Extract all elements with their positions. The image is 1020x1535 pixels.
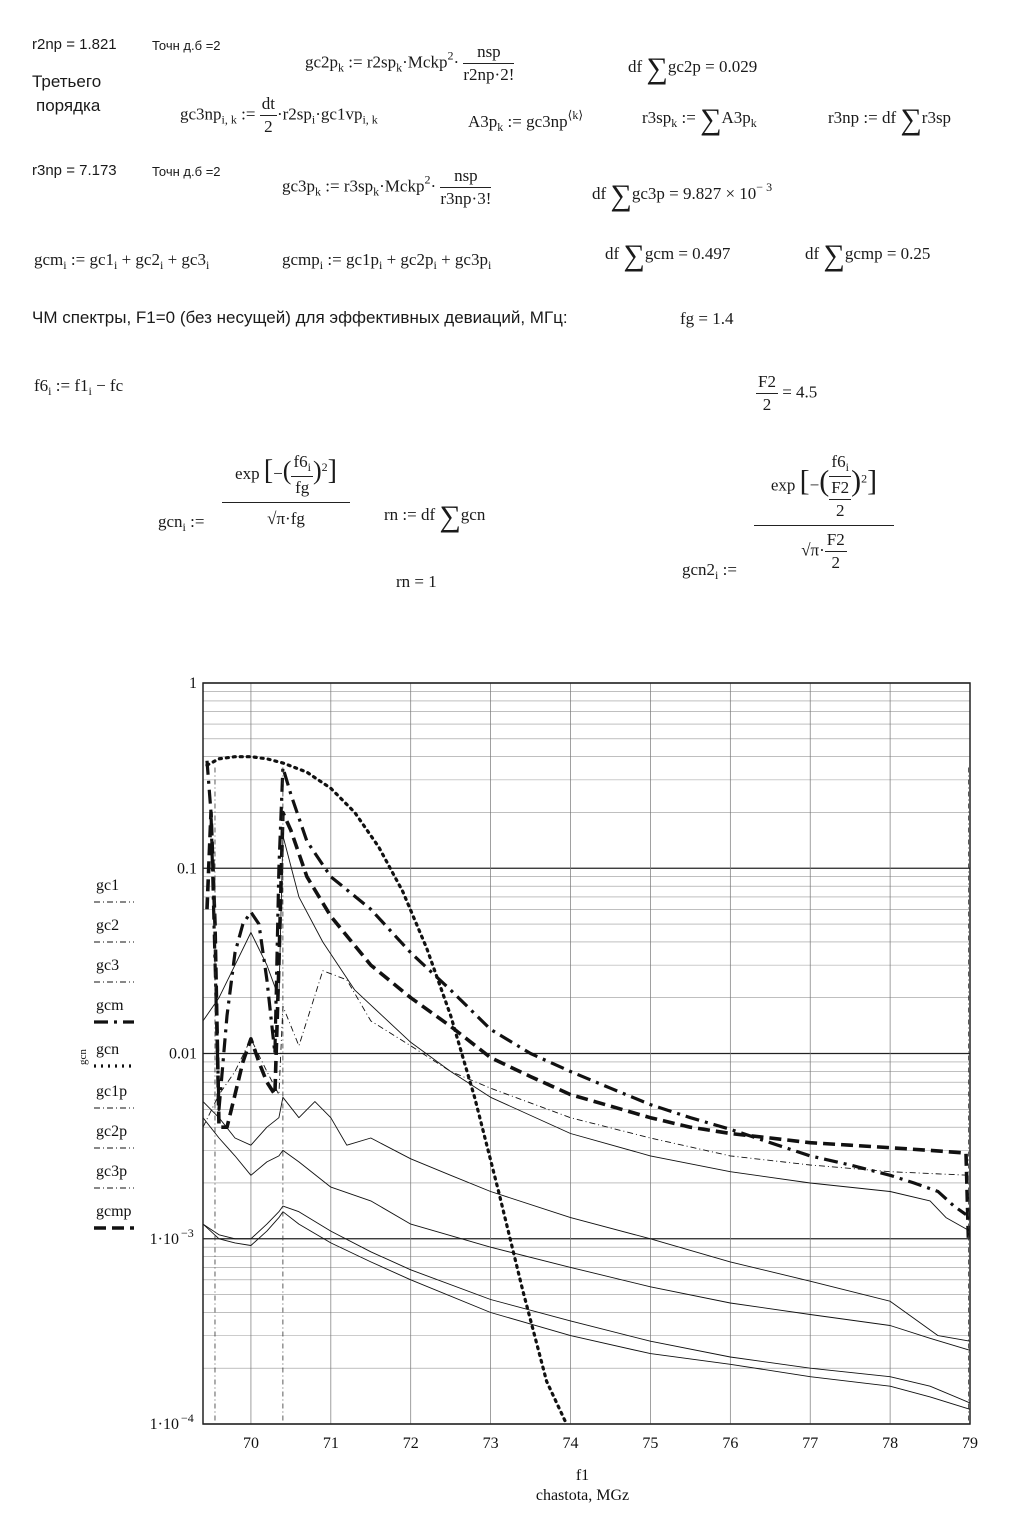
y-tick-label: 0.01: [169, 1045, 197, 1063]
y-axis-ticks: [150, 675, 197, 1433]
a3p-rhs: gc3np: [526, 112, 568, 131]
legend-label-gc3p: gc3p: [96, 1163, 128, 1180]
gc3np-rhs2: ·gc1vp: [315, 104, 363, 124]
y-tick-exponent: −3: [181, 1225, 194, 1240]
f6-tail: − fc: [96, 376, 124, 395]
gcn-den: √π·fg: [267, 509, 305, 528]
gc2p-lhs: gc2p: [305, 52, 339, 72]
gcn-lhs: gcn: [158, 512, 183, 531]
legend-label-gc3: gc3: [96, 957, 120, 974]
y-tick-label: 1·10: [149, 1416, 179, 1433]
gc2p-num: nsp: [463, 42, 514, 64]
gc3np-definition: $gc3np_{i, k}$ := $\frac{dt}{2}$ $\cdot r2sp_i\cdot gc1vp_{i, k}$: [180, 94, 378, 136]
gc2p-definition: $gc2p_k$ := $r2sp_k\cdot Mckp^2\cdot$ $\frac{\text{nsp}}{r2np\cdot 2!}$: [305, 42, 515, 84]
f2-den: 2: [762, 395, 772, 414]
series-line-gc3p: [203, 1212, 970, 1410]
x-axis-ticks: [243, 1435, 978, 1452]
gcn2-lhs-wrap: $gcn2_i$ :=: [682, 560, 737, 582]
rn-definition: rn := df ∑gcn: [384, 500, 486, 533]
gcn2-F2: F2: [829, 478, 851, 500]
f2-num: F2: [756, 372, 778, 394]
gcn-exp: exp: [235, 463, 260, 483]
gcn2-2: 2: [835, 501, 845, 520]
legend: [94, 877, 134, 1228]
x-axis-label: f1: [575, 1467, 590, 1484]
x-tick-label: 76: [722, 1435, 739, 1452]
x-tick-label: 73: [482, 1435, 499, 1452]
major-grid: [203, 683, 970, 1424]
x-tick-label: 70: [242, 1435, 259, 1452]
gc3np-den: 2: [264, 117, 273, 136]
gcn-f6: f6: [293, 452, 308, 471]
accuracy-note-1: Точн д.б =2: [152, 38, 221, 53]
f6-definition: $f6_i$ := $f1_i$ − fc: [34, 376, 124, 398]
gcmp-lhs: gcmp: [282, 250, 320, 269]
r3np-def: r3np := df: [828, 108, 897, 127]
series-line-gc2p: [203, 1206, 970, 1403]
sum-gc3p: df $\sum gc3p = 9.827 \times 10^{- 3}$: [592, 179, 773, 212]
legend-label-gc2: gc2: [96, 917, 120, 934]
gcn-lhs-wrap: gcn$_i$ :=: [158, 512, 205, 534]
r3sp-definition: $r3sp_k$ := $\sum A3p_k$: [642, 103, 757, 136]
x-tick-label: 78: [882, 1435, 899, 1452]
gcn-fraction: exp [−( $\frac{f6_i}{fg}$ )$^2$] √π·fg: [222, 452, 350, 529]
legend-label-gcn: gcn: [96, 1041, 120, 1058]
sum-gcmp: df ∑gcmp = 0.25: [805, 239, 931, 272]
x-tick-label: 71: [322, 1435, 339, 1452]
r3sp-rhs: A3p: [721, 108, 751, 127]
r3np-result: r3np = 7.173: [32, 162, 117, 179]
plot-frame: [203, 683, 970, 1424]
x-tick-label: 77: [802, 1435, 819, 1452]
y-axis-label: gcn: [77, 1049, 89, 1065]
gc2p-rhs: r2sp: [366, 52, 397, 72]
gc2p-den: r2np·2!: [463, 65, 515, 84]
sum-gc3p-value: gc3p = 9.827 × 10: [631, 184, 757, 203]
gc3p-den: r3np·3!: [440, 189, 492, 208]
f2-half-result: [756, 372, 817, 415]
fg-value: fg = 1.4: [680, 309, 734, 328]
legend-label-gc2p: gc2p: [96, 1123, 128, 1140]
rn-sum: gcn: [460, 505, 486, 524]
gcn2-exp: exp: [770, 475, 796, 495]
gcn2-den: √π·: [801, 540, 825, 560]
x-tick-label: 74: [562, 1435, 579, 1452]
gc3p-definition: $gc3p_k$ := $r3sp_k\cdot Mckp^2\cdot$ $\frac{\text{nsp}}{r3np\cdot 3!}$: [282, 166, 492, 208]
a3p-lhs: A3p: [468, 112, 498, 131]
gcmp-definition: gcmp$_i$ := $gc1p_i + gc2p_i + gc3p_i$: [282, 250, 492, 272]
legend-label-gc1p: gc1p: [96, 1083, 128, 1100]
third-order-label-1: Третьего: [32, 72, 102, 91]
x-tick-label: 72: [402, 1435, 419, 1452]
sum-gcmp-value: gcmp = 0.25: [844, 244, 931, 263]
series-layer: [203, 757, 970, 1424]
series-line-gc2: [203, 971, 970, 1176]
sum-gc2p: df ∑gc2p = 0.029: [628, 52, 758, 85]
gc3p-num: nsp: [440, 166, 491, 188]
x-tick-label: 75: [642, 1435, 659, 1452]
sum-gcm-value: gcm = 0.497: [644, 244, 731, 263]
series-line-gc1p: [203, 1118, 970, 1351]
a3p-definition: $A3p_k$ := $gc3np^{⟨k⟩}$: [468, 108, 584, 134]
sum-gc3p-exp: − 3: [756, 180, 773, 194]
r3np-definition: r3np := df ∑r3sp: [828, 103, 952, 136]
minor-grid: [203, 691, 970, 1368]
f6-lhs: f6: [34, 376, 49, 395]
series-line-gcm: [207, 761, 966, 1215]
series-line-gcn: [207, 757, 567, 1424]
y-tick-label: 1·10: [149, 1230, 179, 1248]
gcn-fg: fg: [295, 478, 310, 497]
y-tick-label: 1: [189, 675, 197, 692]
gcn2-den-den: 2: [831, 553, 841, 572]
y-tick-label: 0.1: [177, 860, 197, 878]
legend-label-gc1: gc1: [96, 877, 120, 894]
legend-label-gcmp: gcmp: [96, 1203, 132, 1220]
x-tick-label: 79: [962, 1435, 978, 1452]
gcn2-den-num: F2: [825, 530, 847, 552]
accuracy-note-2: Точн д.б =2: [152, 164, 221, 179]
r3np-sum: r3sp: [921, 108, 952, 127]
gcn2-fraction: exp [−( $\frac{f6_i}{\frac{F2}{2}}$ )$^2$] √π· $\frac{F2}{2}$: [754, 452, 894, 573]
third-order-label-2: порядка: [36, 96, 101, 115]
gc3np-num: dt: [260, 94, 277, 116]
gcm-lhs: gcm: [34, 250, 64, 269]
gcmp-rhs: gc1p: [345, 250, 379, 269]
gcn2-f6: f6: [831, 452, 846, 471]
rn-def: rn := df: [384, 505, 436, 524]
series-line-gc1: [203, 836, 970, 1232]
series-line-gcmp: [207, 813, 968, 1239]
gc3np-lhs: gc3np: [180, 104, 222, 124]
axis-labels: [77, 1049, 629, 1504]
gcm-rhs: gc1: [89, 250, 114, 269]
y-tick-exponent: −4: [181, 1411, 194, 1425]
sum-gc2p-value: gc2p = 0.029: [667, 57, 758, 76]
gcm-definition: gcm$_i$ := $gc1_i + gc2_i + gc3_i$: [34, 250, 210, 272]
f6-rhs: f1: [74, 376, 89, 395]
gcn2-lhs: gcn2: [682, 560, 716, 579]
r3sp-lhs: r3sp: [642, 108, 672, 127]
r2np-result: r2np = 1.821: [32, 36, 117, 53]
gc3np-rhs: ·r2sp: [276, 104, 312, 124]
gc3p-lhs: gc3p: [282, 176, 316, 196]
legend-label-gcm: gcm: [96, 997, 124, 1014]
rn-result: rn = 1: [396, 572, 437, 591]
fm-spectra-heading: ЧМ спектры, F1=0 (без несущей) для эффективных девиаций, МГц:: [32, 308, 568, 327]
gc3p-rhs: r3sp: [343, 176, 374, 196]
series-line-gc3: [203, 1097, 970, 1341]
x-axis-label-2: chastota, MGz: [535, 1487, 630, 1504]
gc2p-mid: ·Mckp: [402, 52, 448, 72]
sum-gcm: df ∑gcm = 0.497: [605, 239, 731, 272]
f2-result: = 4.5: [782, 382, 818, 402]
